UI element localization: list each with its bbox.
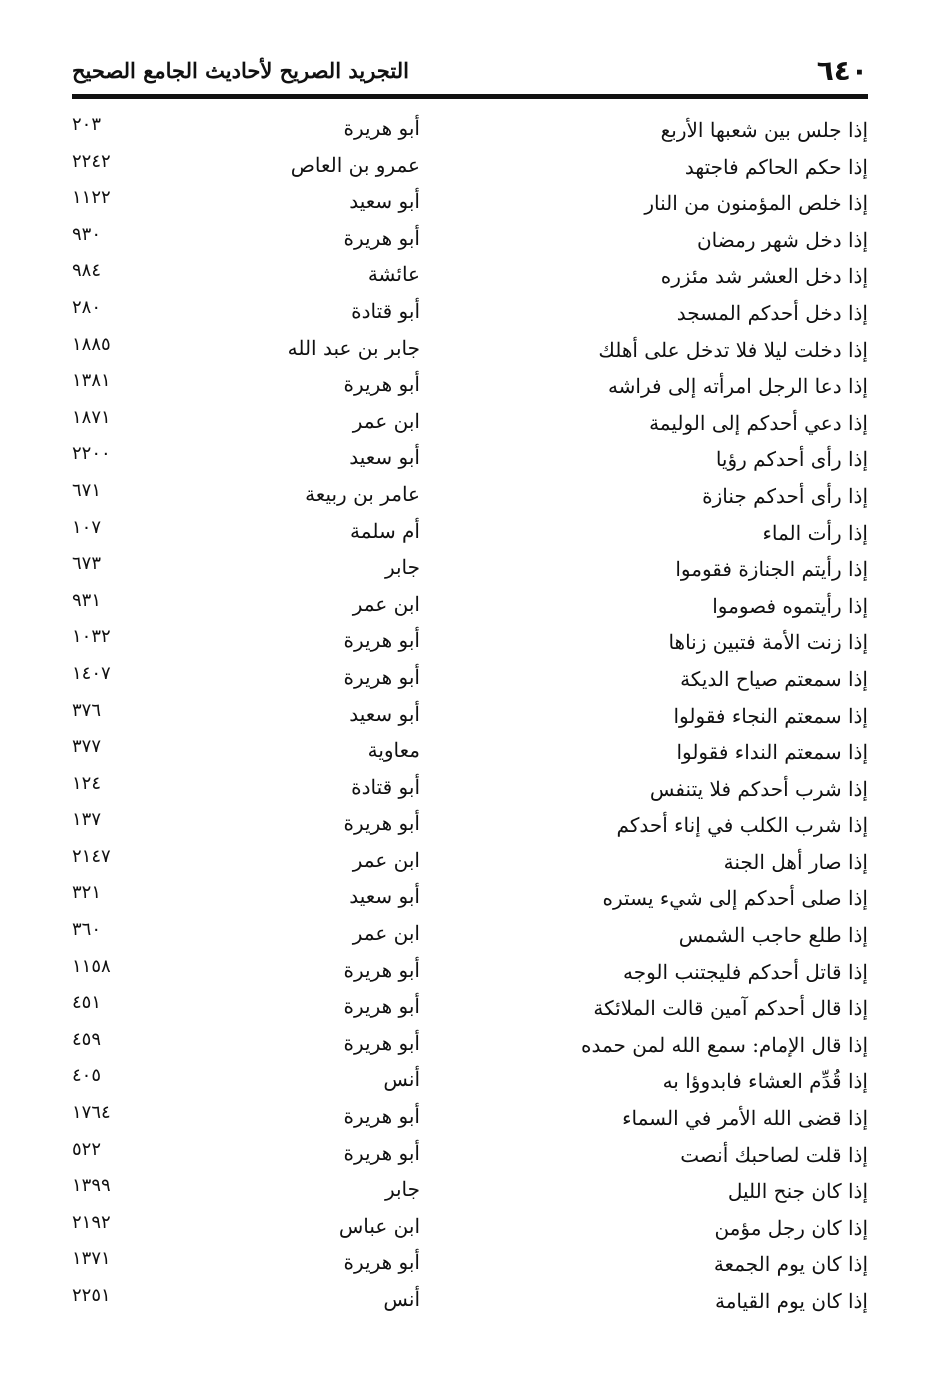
narrator-name: أبو هريرة — [343, 1104, 420, 1129]
hadith-number: ١١٥٨ — [72, 955, 111, 977]
hadith-number: ٢٢٥١ — [72, 1285, 111, 1306]
index-entry — [72, 260, 868, 297]
hadith-number: ١٣٧ — [72, 809, 102, 831]
hadith-opening-text: إذا جلس بين شعبها الأربع — [660, 118, 868, 142]
narrator-name: أبو قتادة — [351, 298, 420, 323]
hadith-opening-text: إذا حكم الحاكم فاجتهد — [684, 154, 868, 179]
hadith-opening-text: إذا دعا الرجل امرأته إلى فراشه — [607, 374, 868, 399]
hadith-opening-text: إذا شرب أحدكم فلا يتنفس — [649, 776, 868, 801]
hadith-opening-text: إذا رأيتموه فصوموا — [712, 593, 868, 618]
hadith-opening-text: إذا دخل شهر رمضان — [696, 227, 868, 252]
narrator-name: أبو هريرة — [343, 628, 420, 653]
hadith-opening-text: إذا شرب الكلب في إناء أحدكم — [616, 813, 868, 838]
index-entry — [72, 517, 868, 554]
hadith-number: ٤٠٥ — [72, 1065, 102, 1087]
hadith-number: ١٧٦٤ — [72, 1102, 111, 1124]
hadith-opening-text: إذا صار أهل الجنة — [723, 849, 868, 874]
index-entry — [72, 1102, 868, 1139]
index-entry — [72, 407, 868, 444]
hadith-opening-text: إذا كان يوم القيامة — [714, 1289, 868, 1313]
hadith-number: ١٣٨١ — [72, 370, 111, 392]
hadith-number: ٩٣٠ — [72, 223, 102, 245]
index-entry — [72, 114, 868, 151]
hadith-number: ١٢٤ — [72, 772, 102, 794]
hadith-number: ٩٨٤ — [72, 260, 102, 282]
narrator-name: ابن عمر — [352, 921, 420, 946]
hadith-opening-text: إذا رأت الماء — [762, 520, 868, 545]
narrator-name: ابن عمر — [352, 591, 420, 616]
hadith-opening-text: إذا زنت الأمة فتبين زناها — [668, 630, 868, 655]
hadith-number: ٤٥٩ — [72, 1028, 102, 1050]
index-entry — [72, 1139, 868, 1176]
hadith-number: ٣٦٠ — [72, 919, 102, 941]
narrator-name: أبو هريرة — [343, 1030, 420, 1055]
narrator-name: معاوية — [367, 738, 420, 763]
hadith-opening-text: إذا رأى أحدكم رؤيا — [715, 447, 868, 472]
narrator-name: أبو هريرة — [343, 1140, 420, 1165]
index-entry — [72, 626, 868, 663]
hadith-number: ٣٧٧ — [72, 736, 102, 758]
index-entry — [72, 553, 868, 590]
hadith-opening-text: إذا كان رجل مؤمن — [714, 1215, 868, 1240]
hadith-number: ١٣٩٩ — [72, 1175, 111, 1197]
index-entry — [72, 700, 868, 737]
header-rule — [72, 94, 868, 99]
hadith-number: ٩٣١ — [72, 589, 102, 611]
hadith-number: ١٨٧١ — [72, 406, 111, 428]
narrator-name: أبو سعيد — [349, 701, 420, 726]
index-entry — [72, 370, 868, 407]
hadith-opening-text: إذا دخل أحدكم المسجد — [676, 300, 868, 325]
narrator-name: جابر — [384, 555, 420, 580]
index-entry — [72, 956, 868, 993]
index-entry — [72, 334, 868, 371]
hadith-number: ٢٨٠ — [72, 296, 102, 318]
index-entry — [72, 1212, 868, 1249]
running-header — [72, 52, 868, 92]
index-entry — [72, 1065, 868, 1102]
hadith-number: ٣٧٦ — [72, 699, 102, 721]
hadith-opening-text: إذا صلى أحدكم إلى شيء يستره — [602, 886, 868, 911]
hadith-opening-text: إذا رأيتم الجنازة فقوموا — [675, 557, 868, 582]
hadith-opening-text: إذا قاتل أحدكم فليجتنب الوجه — [623, 959, 868, 984]
hadith-opening-text: إذا قضى الله الأمر في السماء — [622, 1106, 868, 1131]
narrator-name: أبو هريرة — [343, 994, 420, 1019]
hadith-opening-text: إذا قُدِّم العشاء فابدوؤا به — [662, 1069, 868, 1094]
hadith-opening-text: إذا سمعتم النجاء فقولوا — [673, 703, 868, 728]
hadith-number: ١٠٧ — [72, 516, 102, 538]
index-entry — [72, 736, 868, 773]
hadith-opening-text: إذا دخلت ليلا فلا تدخل على أهلك — [598, 337, 868, 362]
hadith-number: ٦٧١ — [72, 479, 102, 501]
index-entry — [72, 1029, 868, 1066]
hadith-opening-text: إذا قلت لصاحبك أنصت — [680, 1142, 868, 1167]
index-entry — [72, 480, 868, 517]
narrator-name: ابن عمر — [352, 408, 420, 433]
narrator-name: أبو هريرة — [343, 957, 420, 982]
narrator-name: أبو هريرة — [343, 116, 420, 140]
index-entry — [72, 882, 868, 919]
index-entry — [72, 151, 868, 188]
hadith-number: ٢٢٤٢ — [72, 150, 111, 172]
narrator-name: جابر — [384, 1177, 420, 1202]
hadith-opening-text: إذا خلص المؤمنون من النار — [644, 191, 868, 216]
index-entry — [72, 773, 868, 810]
narrator-name: أبو قتادة — [351, 774, 420, 799]
narrator-name: أبو هريرة — [343, 811, 420, 836]
hadith-opening-text: إذا دخل العشر شد مئزره — [660, 264, 868, 289]
hadith-opening-text: إذا دعي أحدكم إلى الوليمة — [649, 410, 868, 435]
index-entry — [72, 297, 868, 334]
hadith-number: ٢٢٠٠ — [72, 443, 111, 465]
hadith-number: ٢١٩٢ — [72, 1211, 111, 1233]
hadith-number: ٦٧٣ — [72, 553, 102, 575]
hadith-opening-text: إذا كان جنح الليل — [727, 1179, 868, 1204]
narrator-name: عائشة — [367, 262, 420, 287]
narrator-name: أبو سعيد — [349, 189, 420, 214]
hadith-number: ١١٢٢ — [72, 187, 111, 209]
narrator-name: ابن عمر — [352, 847, 420, 872]
index-entry — [72, 663, 868, 700]
hadith-opening-text: إذا سمعتم النداء فقولوا — [676, 740, 868, 765]
narrator-name: أنس — [383, 1067, 420, 1092]
hadith-opening-text: إذا قال الإمام: سمع الله لمن حمده — [581, 1032, 868, 1057]
index-entry — [72, 809, 868, 846]
hadith-number: ٢١٤٧ — [72, 845, 111, 867]
book-title: التجريد الصريح لأحاديث الجامع الصحيح — [72, 58, 409, 83]
hadith-number: ١٣٧١ — [72, 1248, 111, 1270]
narrator-name: أبو هريرة — [343, 1250, 420, 1275]
hadith-number: ٥٢٢ — [72, 1138, 102, 1160]
narrator-name: أبو هريرة — [343, 225, 420, 250]
hadith-opening-text: إذا سمعتم صياح الديكة — [680, 666, 868, 691]
narrator-name: عامر بن ربيعة — [305, 481, 420, 506]
index-entry — [72, 224, 868, 261]
hadith-number: ٤٥١ — [72, 992, 102, 1014]
index-entry — [72, 846, 868, 883]
hadith-number: ١٠٣٢ — [72, 626, 111, 648]
index-entry — [72, 1175, 868, 1212]
index-entry — [72, 590, 868, 627]
page-number: ٦٤٠ — [816, 54, 868, 87]
index-entry — [72, 919, 868, 956]
index-entry — [72, 187, 868, 224]
narrator-name: عمرو بن العاص — [290, 152, 420, 177]
hadith-opening-text: إذا رأى أحدكم جنازة — [702, 483, 868, 508]
hadith-number: ١٤٠٧ — [72, 662, 111, 684]
hadith-number: ١٨٨٥ — [72, 333, 111, 355]
narrator-name: أبو هريرة — [343, 664, 420, 689]
hadith-index-list — [72, 114, 868, 1322]
narrator-name: أبو هريرة — [343, 372, 420, 397]
hadith-opening-text: إذا كان يوم الجمعة — [713, 1252, 868, 1277]
narrator-name: أنس — [383, 1287, 420, 1311]
index-entry — [72, 1285, 868, 1322]
narrator-name: ابن عباس — [338, 1213, 420, 1238]
narrator-name: أم سلمة — [350, 518, 420, 543]
narrator-name: جابر بن عبد الله — [287, 335, 420, 360]
hadith-opening-text: إذا طلع حاجب الشمس — [678, 923, 868, 948]
index-entry — [72, 992, 868, 1029]
index-entry — [72, 443, 868, 480]
hadith-number: ٢٠٣ — [72, 114, 102, 135]
narrator-name: أبو سعيد — [349, 445, 420, 470]
hadith-opening-text: إذا قال أحدكم آمين قالت الملائكة — [593, 996, 868, 1021]
index-entry — [72, 1248, 868, 1285]
narrator-name: أبو سعيد — [349, 884, 420, 909]
hadith-number: ٣٢١ — [72, 882, 102, 904]
